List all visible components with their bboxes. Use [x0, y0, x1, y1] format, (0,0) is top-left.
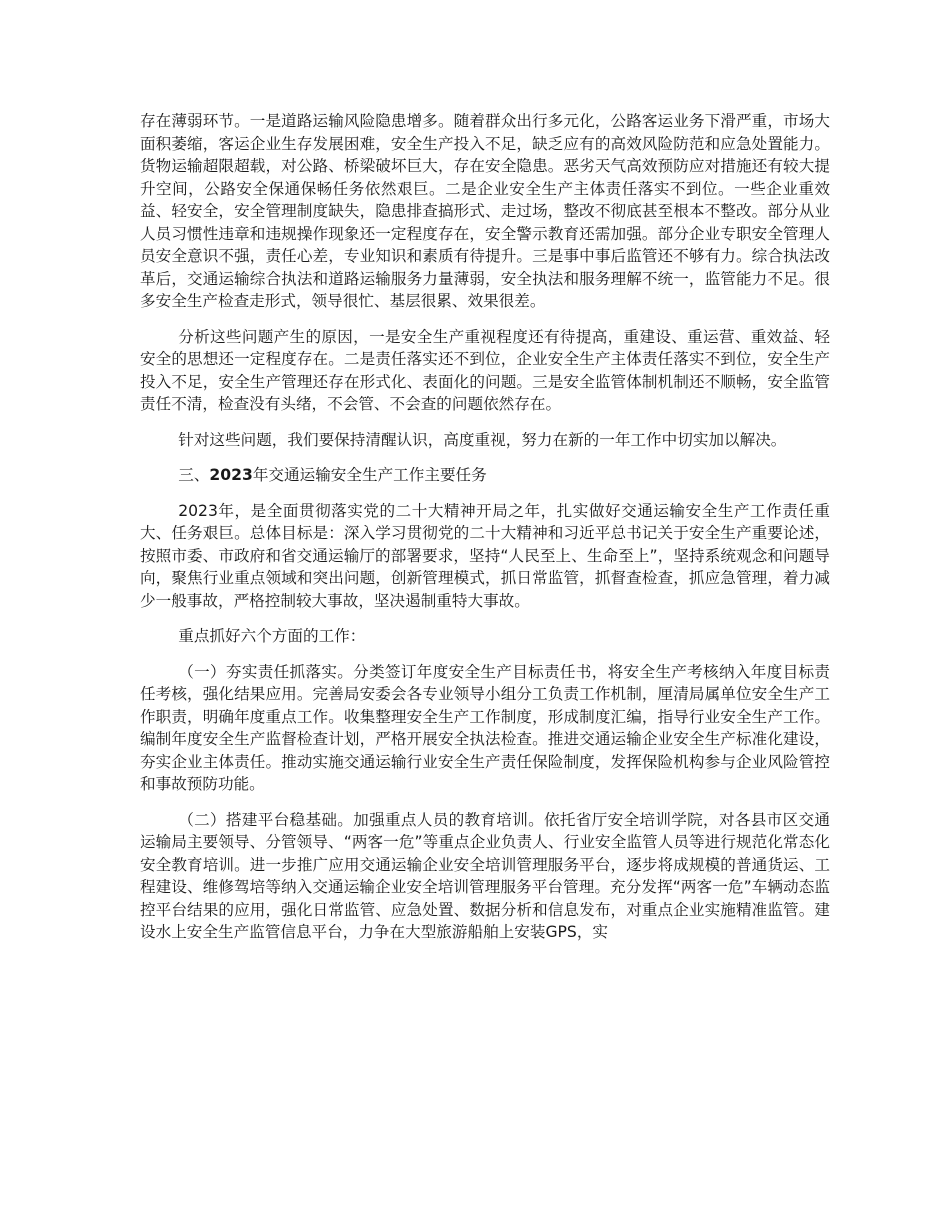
paragraph-response: 针对这些问题，我们要保持清醒认识，高度重视，努力在新的一年工作中切实加以解决。: [178, 430, 787, 449]
paragraph-task-two: （二）搭建平台稳基础。加强重点人员的教育培训。依托省厅安全培训学院，对各县市区交通运输局主要领导、分管领导、“两客一危”等重点企业负责人、行业安全监管人员等进行规范化常态化安全教育培训。进一步推广应用交通运输企业安全培训管理服务平台，逐步将成规模的普通货运、工程建设、维修驾培等纳入交通运输企业安全培训管理服务平台管理。充分发挥“两客一危”车辆动态监控平台结果的应用，强化日常监管、应急处置、数据分析和信息发布，对重点企业实施精准监管。建设水上安全生产监管信息平台，力争在大型旅游船舶上安装GPS，实: [140, 810, 830, 941]
paragraph-six-areas: 重点抓好六个方面的工作：: [178, 627, 366, 645]
heading-prefix: 三、: [178, 466, 210, 484]
document-page: [140, 110, 830, 944]
heading-suffix: 年交通运输安全生产工作主要任务: [252, 466, 487, 484]
paragraph-cause-analysis: 分析这些问题产生的原因，一是安全生产重视程度还有待提高，重建设、重运营、重效益、轻安全的思想还一定程度存在。二是责任落实还不到位，企业安全生产主体责任落实不到位，安全生产投入不足，安全生产管理还存在形式化、表面化的问题。三是安全监管体制机制还不顺畅，安全监管责任不清，检查没有头绪，不会管、不会查的问题依然存在。: [140, 327, 830, 413]
paragraph-task-one: （一）夯实责任抓落实。分类签订年度安全生产目标责任书，将安全生产考核纳入年度目标责任考核，强化结果应用。完善局安委会各专业领导小组分工负责工作机制，厘清局属单位安全生产工作职责，明确年度重点工作。收集整理安全生产工作制度，形成制度汇编，指导行业安全生产工作。编制年度安全生产监督检查计划，严格开展安全执法检查。推进交通运输企业安全生产标准化建设，夯实企业主体责任。推动实施交通运输行业安全生产责任保险制度，发挥保险机构参与企业风险管控和事故预防功能。: [140, 662, 830, 793]
heading-year: 2023: [209, 466, 253, 484]
paragraph-weak-links: 存在薄弱环节。一是道路运输风险隐患增多。随着群众出行多元化，公路客运业务下滑严重，市场大面积萎缩，客运企业生存发展困难，安全生产投入不足，缺乏应有的高效风险防范和应急处置能力。货物运输超限超载，对公路、桥梁破坏巨大，存在安全隐患。恶劣天气高效预防应对措施还有较大提升空间，公路安全保通保畅任务依然艰巨。二是企业安全生产主体责任落实不到位。一些企业重效益、轻安全，安全管理制度缺失，隐患排查搞形式、走过场，整改不彻底甚至根本不整改。部分从业人员习惯性违章和违规操作现象还一定程度存在，安全警示教育还需加强。部分企业专职安全管理人员安全意识不强，责任心差，专业知识和素质有待提升。三是事中事后监管还不够有力。综合执法改革后，交通运输综合执法和道路运输服务力量薄弱，安全执法和服务理解不统一，监管能力不足。很多安全生产检查走形式，领导很忙、基层很累、效果很差。: [140, 112, 830, 310]
section-heading-main-tasks: [140, 464, 830, 487]
paragraph-overall-goal: 2023年，是全面贯彻落实党的二十大精神开局之年，扎实做好交通运输安全生产工作责任重大、任务艰巨。总体目标是：深入学习贯彻党的二十大精神和习近平总书记关于安全生产重要论述，按照市委、市政府和省交通运输厅的部署要求，坚持“人民至上、生命至上”，坚持系统观念和问题导向，聚焦行业重点领域和突出问题，创新管理模式，抓日常监管，抓督查检查，抓应急管理，着力减少一般事故，严格控制较大事故，坚决遏制重特大事故。: [140, 501, 830, 610]
